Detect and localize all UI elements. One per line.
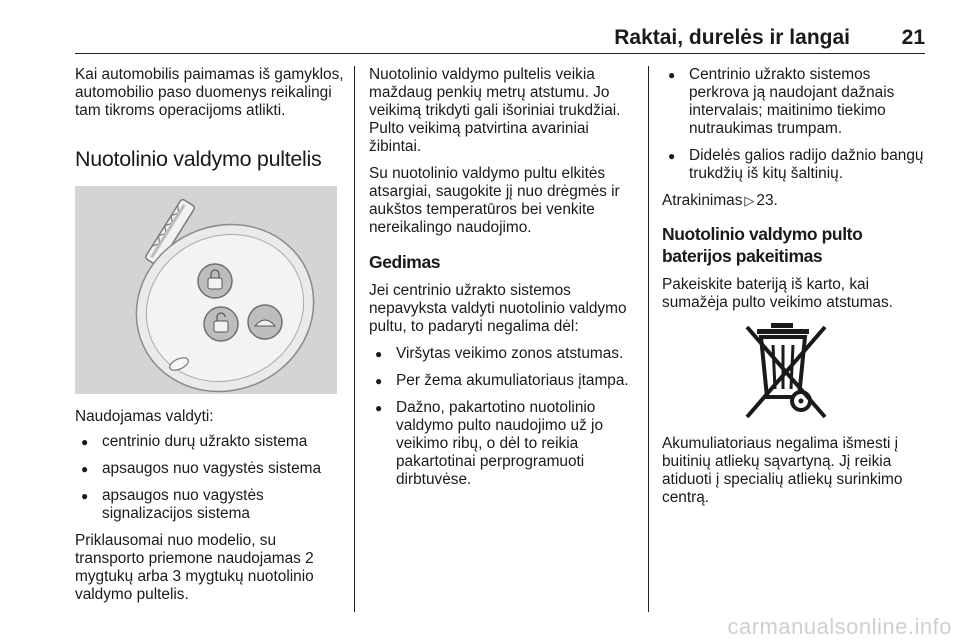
list-item: ● centrinio durų užrakto sistema <box>75 433 345 451</box>
list-item: ● Viršytas veikimo zonos atstumas. <box>369 345 635 363</box>
used-for-label: Naudojamas valdyti: <box>75 408 214 425</box>
fault-paragraph: Jei centrinio užrakto sistemos nepavyksta valdyti nuotolinio valdymo pultu, to padaryti negalima dėl: <box>369 282 627 335</box>
crossed-bin-icon <box>741 321 833 421</box>
fault-list <box>369 345 635 489</box>
column-2 <box>369 66 635 498</box>
unlock-page-ref: 23. <box>756 192 778 209</box>
section-heading-battery: Nuotolinio valdymo pulto baterijos pakeitimas <box>662 224 863 266</box>
watermark: carmanualsonline.info <box>727 614 952 639</box>
header-title: Raktai, durelės ir langai <box>614 26 850 49</box>
section-heading-fault: Gedimas <box>369 252 441 272</box>
care-paragraph: Su nuotolinio valdymo pultu elkitės atsargiai, saugokite jį nuo drėgmės ir aukštos temperatūros bei venkite nereikalingo naudojimo. <box>369 165 620 236</box>
range-paragraph: Nuotolinio valdymo pultelis veikia maždaug penkių metrų atstumu. Jo veikimą trikdyti gali išoriniai trukdžiai. Pulto veikimą patvirtina avariniai žibintai. <box>369 66 621 155</box>
unlock-reference[interactable] <box>662 192 930 210</box>
fault-list-continued <box>662 66 930 183</box>
section-heading-remote: Nuotolinio valdymo pultelis <box>75 147 322 171</box>
used-for-list <box>75 433 345 523</box>
page-header <box>75 0 925 54</box>
column-1 <box>75 66 345 604</box>
page-ref-arrow-icon: ▷ <box>744 193 755 208</box>
list-item: ● Centrinio užrakto sistemos perkrova ją naudojant dažnais intervalais; maitinimo tiekimo nutraukimas trumpam. <box>662 66 930 138</box>
unlock-label: Atrakinimas <box>662 192 743 209</box>
column-divider <box>354 66 355 612</box>
list-item: ● Per žema akumuliatoriaus įtampa. <box>369 372 635 390</box>
disposal-paragraph: Akumuliatoriaus negalima išmesti į buitinių atliekų sąvartyną. Jį reikia atiduoti į specialių atliekų surinkimo centrą. <box>662 435 903 506</box>
battery-paragraph: Pakeiskite bateriją iš karto, kai sumažėja pulto veikimo atstumas. <box>662 276 893 311</box>
column-divider <box>648 66 649 612</box>
page-number: 21 <box>901 26 925 49</box>
list-item: ● apsaugos nuo vagystės signalizacijos sistema <box>75 487 345 523</box>
list-item: ● Didelės galios radijo dažnio bangų trukdžių iš kitų šaltinių. <box>662 147 930 183</box>
key-fob-illustration <box>75 186 337 394</box>
column-3 <box>662 66 930 516</box>
model-note: Priklausomai nuo modelio, su transporto priemone naudojamas 2 mygtukų arba 3 mygtukų nuotolinio valdymo pultelis. <box>75 532 314 603</box>
intro-paragraph: Kai automobilis paimamas iš gamyklos, automobilio paso duomenys reikalingi tam tikroms operacijoms atlikti. <box>75 66 344 119</box>
list-item: ● Dažno, pakartotino nuotolinio valdymo pulto naudojimo už jo veikimo ribų, o dėl to reikia pakartotinai perprogramuoti dirbtuvėse. <box>369 399 635 489</box>
list-item: ● apsaugos nuo vagystės sistema <box>75 460 345 478</box>
